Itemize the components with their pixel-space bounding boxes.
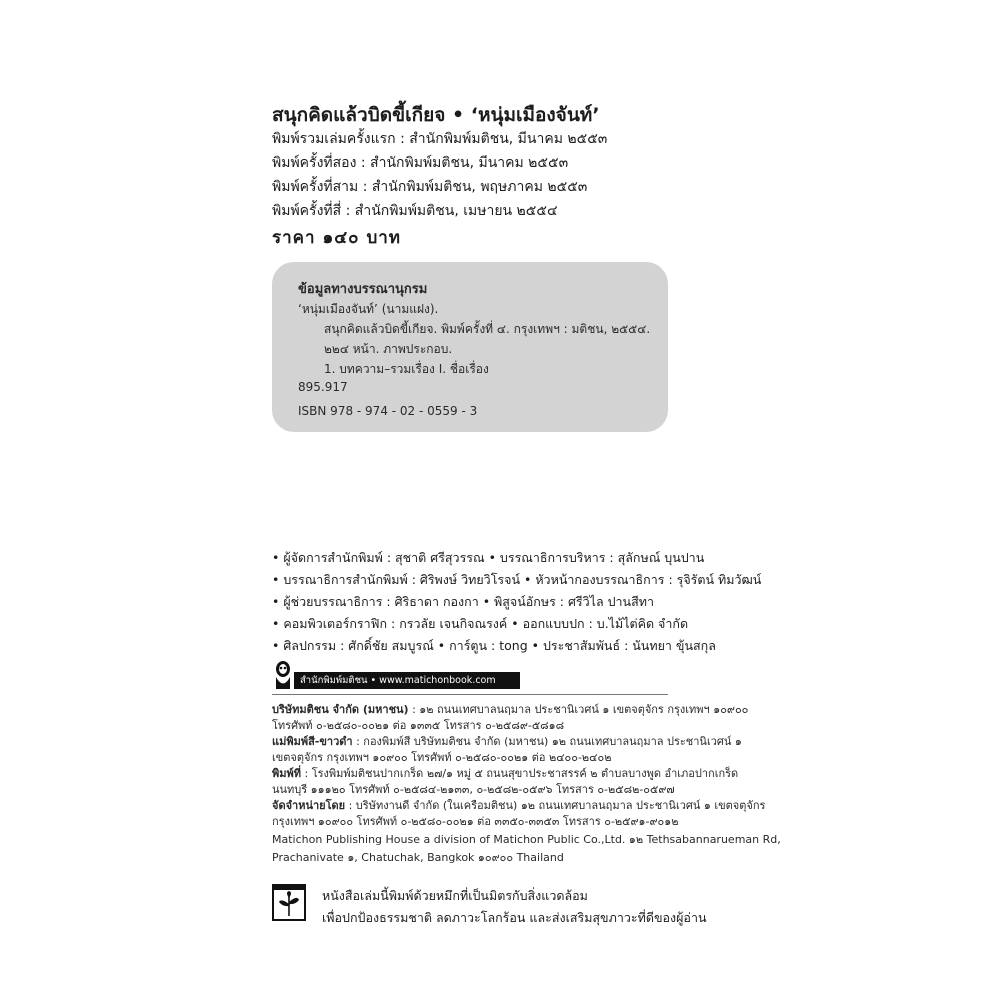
cip-heading: ข้อมูลทางบรรณานุกรม: [298, 282, 428, 297]
address-line: โทรศัพท์ ๐-๒๕๘๐-๐๐๒๑ ต่อ ๑๓๓๕ โทรสาร ๐-๒๕๘๙-๕๘๑๘: [272, 719, 565, 732]
address-line: นนทบุรี ๑๑๑๒๐ โทรศัพท์ ๐-๒๕๘๔-๒๑๓๓, ๐-๒๕๘๒-๐๕๙๖ โทรสาร ๐-๒๕๘๒-๐๕๙๗: [272, 783, 675, 796]
staff-line: • ศิลปกรรม : ศักดิ์ชัย สมบูรณ์ • การ์ตูน : tong • ประชาสัมพันธ์ : นันทยา ขุ้นสกุล: [272, 638, 716, 653]
cip-author: ‘หนุ่มเมืองจันท์’ (นามแฝง).: [298, 302, 439, 316]
edition-line: พิมพ์รวมเล่มครั้งแรก : สำนักพิมพ์มติชน, มีนาคม ๒๕๕๓: [272, 131, 608, 147]
price: ราคา ๑๔๐ บาท: [272, 228, 402, 248]
book-title: สนุกคิดแล้วบิดขี้เกียจ • ‘หนุ่มเมืองจันท์’: [272, 104, 600, 126]
publisher-bar: [272, 660, 668, 694]
address-line: พิมพ์ที่ : โรงพิมพ์มติชนปากเกร็ด ๒๗/๑ หมู่ ๕ ถนนสุขาประชาสรรค์ ๒ ตำบลบางพูด อำเภอปากเกร็ด: [272, 767, 739, 780]
address-line: กรุงเทพฯ ๑๐๙๐๐ โทรศัพท์ ๐-๒๕๘๐-๐๐๒๑ ต่อ ๓๓๕๐-๓๓๕๓ โทรสาร ๐-๒๕๙๑-๙๐๑๒: [272, 815, 679, 828]
address-line: จัดจำหน่ายโดย : บริษัทงานดี จำกัด (ในเครือมติชน) ๑๒ ถนนเทศบาลนฤมาล ประชานิเวศน์ ๑ เขตจตุจักร: [272, 799, 766, 812]
address-line: แม่พิมพ์สี-ขาวดำ : กองพิมพ์สี บริษัทมติชน จำกัด (มหาชน) ๑๒ ถนนเทศบาลนฤมาล ประชานิเวศน์ ๑: [272, 735, 742, 748]
address-line: บริษัทมติชน จำกัด (มหาชน) : ๑๒ ถนนเทศบาลนฤมาล ประชานิเวศน์ ๑ เขตจตุจักร กรุงเทพฯ ๑๐๙๐๐: [272, 703, 749, 716]
cip-line: สนุกคิดแล้วบิดขี้เกียจ. พิมพ์ครั้งที่ ๔. กรุงเทพฯ : มติชน, ๒๕๕๔.: [324, 322, 651, 336]
divider: [272, 694, 668, 695]
eco-notice: [272, 882, 707, 938]
staff-line: • ผู้จัดการสำนักพิมพ์ : สุชาติ ศรีสุวรรณ • บรรณาธิการบริหาร : สุลักษณ์ บุนปาน: [272, 550, 705, 565]
address-line: Prachanivate ๑, Chatuchak, Bangkok ๑๐๙๐๐ Thailand: [272, 851, 564, 864]
cip-line: ๒๒๔ หน้า. ภาพประกอบ.: [324, 342, 453, 356]
edition-line: พิมพ์ครั้งที่สี่ : สำนักพิมพ์มติชน, เมษายน ๒๕๕๔: [272, 203, 558, 219]
staff-line: • บรรณาธิการสำนักพิมพ์ : ศิริพงษ์ วิทยวิโรจน์ • หัวหน้ากองบรรณาธิการ : รุจิรัตน์ ทิมวัฒน์: [272, 572, 762, 587]
publisher-band: สำนักพิมพ์มติชน • www.matichonbook.com: [294, 672, 520, 689]
address-line: Matichon Publishing House a division of Matichon Public Co.,Ltd. ๑๒ Tethsabannarueman Rd,: [272, 833, 781, 846]
eco-line: หนังสือเล่มนี้พิมพ์ด้วยหมึกที่เป็นมิตรกับสิ่งแวดล้อม: [322, 888, 588, 903]
edition-line: พิมพ์ครั้งที่สาม : สำนักพิมพ์มติชน, พฤษภาคม ๒๕๕๓: [272, 179, 588, 195]
cip-line: 1. บทความ–รวมเรื่อง I. ชื่อเรื่อง: [324, 362, 489, 376]
address-line: เขตจตุจักร กรุงเทพฯ ๑๐๙๐๐ โทรศัพท์ ๐-๒๕๘๐-๐๐๒๑ ต่อ ๒๔๐๐-๒๔๐๒: [272, 751, 612, 764]
cip-classno: 895.917: [298, 380, 348, 394]
staff-line: • ผู้ช่วยบรรณาธิการ : ศิริธาดา กองกา • พิสูจน์อักษร : ศรีวิไล ปานสีทา: [272, 594, 654, 609]
edition-line: พิมพ์ครั้งที่สอง : สำนักพิมพ์มติชน, มีนาคม ๒๕๕๓: [272, 155, 569, 171]
cip-isbn: ISBN 978 - 974 - 02 - 0559 - 3: [298, 404, 478, 418]
leaf-book-icon: [272, 882, 306, 922]
cataloging-box: [272, 262, 668, 432]
eco-line: เพื่อปกป้องธรรมชาติ ลดภาวะโลกร้อน และส่งเสริมสุขภาวะที่ดีของผู้อ่าน: [322, 910, 707, 925]
publisher-logo-icon: [272, 660, 294, 690]
staff-line: • คอมพิวเตอร์กราฟิก : กรวลัย เจนกิจณรงค์ • ออกแบบปก : บ.ไม้ไต่คิด จำกัด: [272, 616, 689, 631]
